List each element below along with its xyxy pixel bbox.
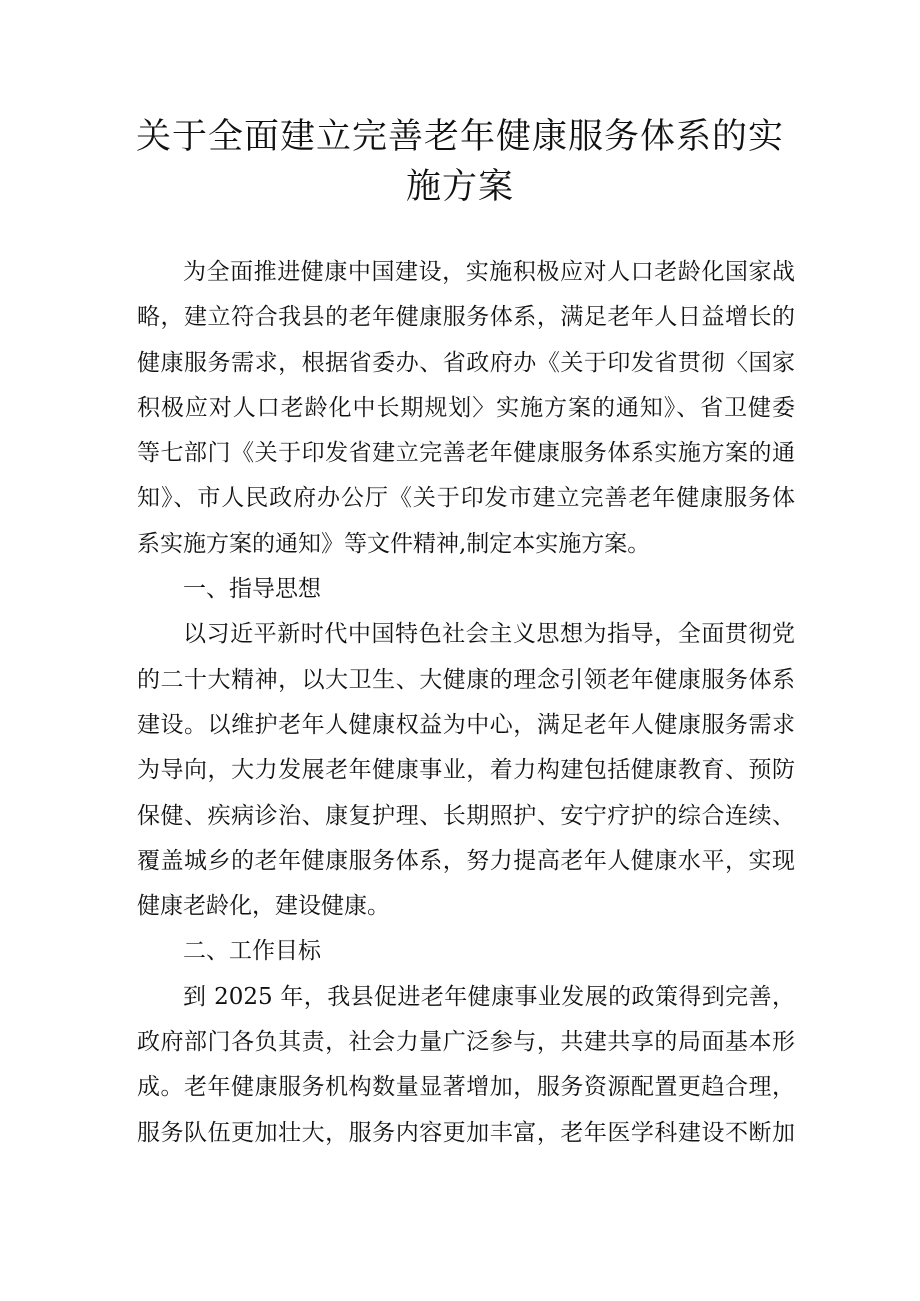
section-heading-guiding-thought: 一、指导思想 xyxy=(183,576,321,603)
text-line: 保健、疾病诊治、康复护理、长期照护、安宁疗护的综合连续、 xyxy=(137,802,795,829)
text-line: 成。老年健康服务机构数量显著增加，服务资源配置更趋合理， xyxy=(137,1074,795,1101)
text-line: 政府部门各负其责，社会力量广泛参与，共建共享的局面基本形 xyxy=(137,1029,795,1056)
text-line: 为导向，大力发展老年健康事业，着力构建包括健康教育、预防 xyxy=(137,757,795,784)
text-line: 覆盖城乡的老年健康服务体系，努力提高老年人健康水平，实现 xyxy=(137,847,795,874)
text-line: 的二十大精神，以大卫生、大健康的理念引领老年健康服务体系 xyxy=(137,666,795,693)
text-line: 积极应对人口老龄化中长期规划〉实施方案的通知》、省卫健委 xyxy=(137,394,795,421)
section-heading-work-goals: 二、工作目标 xyxy=(183,938,321,965)
guiding-thought-paragraph xyxy=(137,612,795,929)
text-line: 健康老龄化，建设健康。 xyxy=(137,893,390,920)
title-line-1: 关于全面建立完善老年健康服务体系的实 xyxy=(135,117,784,157)
text-line: 服务队伍更加壮大，服务内容更加丰富，老年医学科建设不断加 xyxy=(137,1119,795,1146)
work-goals-paragraph xyxy=(137,975,795,1156)
text-line: 以习近平新时代中国特色社会主义思想为指导，全面贯彻党 xyxy=(183,621,795,648)
text-line: 知》、市人民政府办公厅《关于印发市建立完善老年健康服务体 xyxy=(137,485,795,512)
text-line: 健康服务需求，根据省委办、省政府办《关于印发省贯彻〈国家 xyxy=(137,349,795,376)
intro-paragraph xyxy=(137,250,795,567)
text-line: 建设。以维护老年人健康权益为中心，满足老年人健康服务需求 xyxy=(137,711,795,738)
document-title xyxy=(120,112,800,212)
text-line: 到 2025 年，我县促进老年健康事业发展的政策得到完善， xyxy=(183,983,795,1010)
text-line: 等七部门《关于印发省建立完善老年健康服务体系实施方案的通 xyxy=(137,440,795,467)
document-body xyxy=(137,250,795,1156)
title-line-2: 施方案 xyxy=(405,167,514,207)
text-line: 系实施方案的通知》等文件精神,制定本实施方案。 xyxy=(137,530,651,557)
text-line: 为全面推进健康中国建设，实施积极应对人口老龄化国家战 xyxy=(183,259,795,285)
text-line: 略，建立符合我县的老年健康服务体系，满足老年人日益增长的 xyxy=(137,304,795,331)
